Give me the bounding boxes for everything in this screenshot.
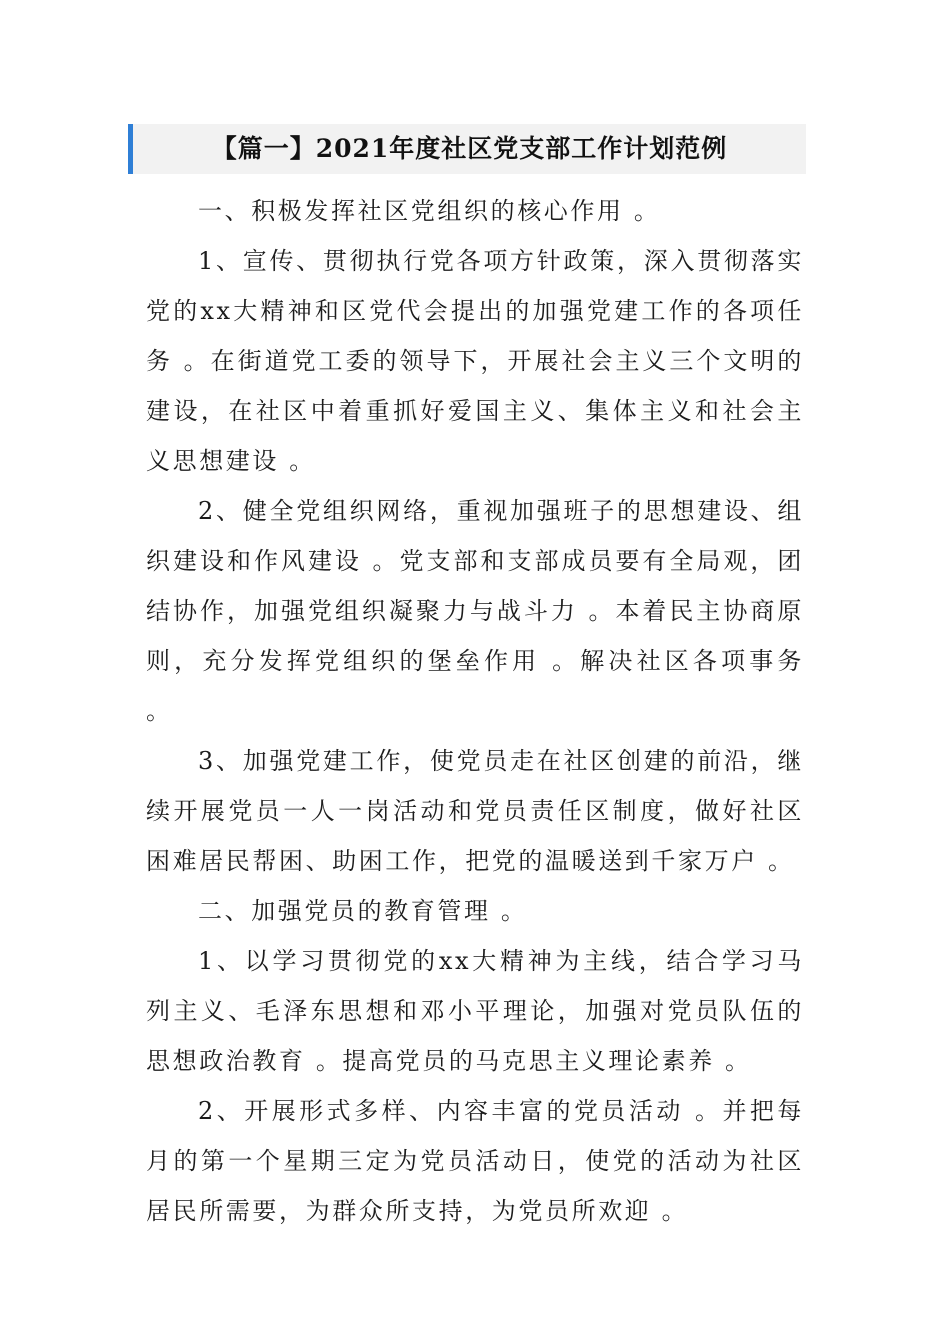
section-heading-2: 二、加强党员的教育管理 。 [198,897,528,925]
paragraph-2-1: 1、以学习贯彻党的xx大精神为主线，结合学习马列主义、毛泽东思想和邓小平理论，加强对党员队伍的思想政治教育 。提高党员的马克思主义理论素养 。 [146,947,804,1075]
paragraph-1-2: 2、健全党组织网络，重视加强班子的思想建设、组织建设和作风建设 。党支部和支部成员要有全局观，团结协作，加强党组织凝聚力与战斗力 。本着民主协商原则，充分发挥党组织的堡垒作用 。解决社区各项事务 。 [146,497,804,725]
title-banner [128,124,806,174]
paragraph-1-1: 1、宣传、贯彻执行党各项方针政策，深入贯彻落实党的xx大精神和区党代会提出的加强党建工作的各项任务 。在街道党工委的领导下，开展社会主义三个文明的建设，在社区中着重抓好爱国主义、集体主义和社会主义思想建设 。 [146,247,804,475]
document-title: 【篇一】2021年度社区党支部工作计划范例 [211,134,728,163]
section-heading-1: 一、积极发挥社区党组织的核心作用 。 [198,197,661,225]
document-body [146,186,804,1236]
paragraph-2-2: 2、开展形式多样、内容丰富的党员活动 。并把每月的第一个星期三定为党员活动日，使党的活动为社区居民所需要，为群众所支持，为党员所欢迎 。 [146,1097,804,1225]
paragraph-1-3: 3、加强党建工作，使党员走在社区创建的前沿，继续开展党员一人一岗活动和党员责任区制度，做好社区困难居民帮困、助困工作，把党的温暖送到千家万户 。 [146,747,804,875]
